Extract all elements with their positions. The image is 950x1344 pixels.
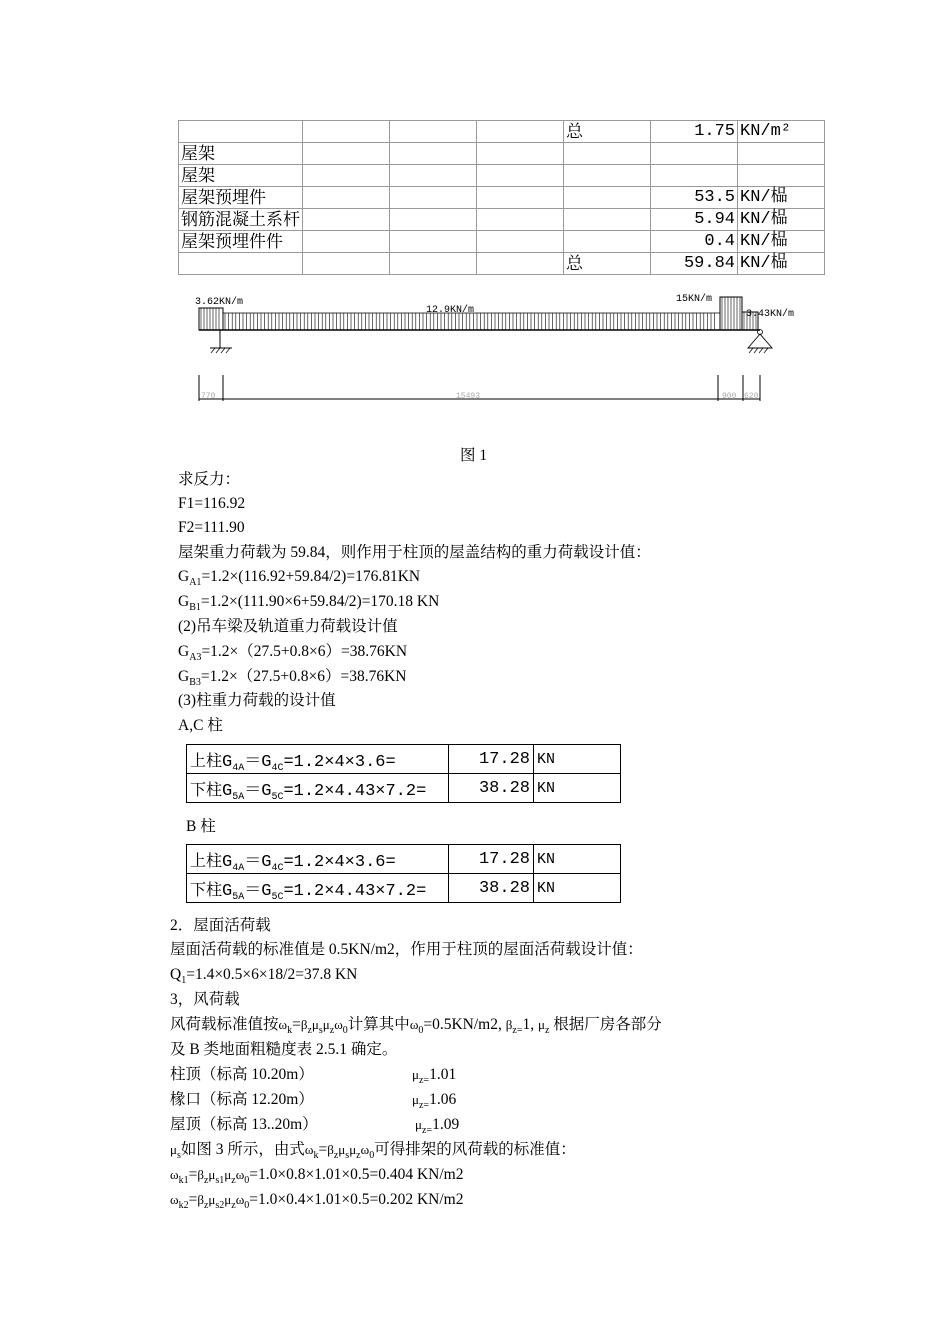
live-load-heading: 2．屋面活荷载 [170, 917, 271, 934]
table-row [179, 165, 825, 187]
right-support [748, 334, 772, 348]
total-label-cell [564, 231, 651, 253]
load-right-end-label: 3.43KN/m [746, 309, 795, 320]
unit-cell: KN [534, 874, 621, 903]
value-cell [651, 165, 738, 187]
reaction-heading: 求反力： [178, 471, 241, 488]
empty-cell [477, 187, 564, 209]
item-name-cell: 钢筋混凝土系杆 [179, 209, 303, 231]
table-row [179, 121, 825, 143]
item-name-cell [179, 121, 303, 143]
value-cell: 0.4 [651, 231, 738, 253]
table-row [187, 874, 621, 903]
live-load-text: 屋面活荷载的标准值是 0.5KN/m2，作用于柱顶的屋面活荷载设计值： [170, 941, 643, 958]
item-name-cell [179, 253, 303, 275]
unit-cell: KN/榀 [738, 187, 825, 209]
height-row-2: 椽口（标高 12.20m） [170, 1091, 314, 1108]
empty-cell [477, 231, 564, 253]
empty-cell [303, 209, 390, 231]
formula-cell: 上柱$G_{4A}=G_{4C}=1.2\times 4\times 3.6=$ [187, 845, 449, 874]
formula-gb1: $G_{B1}=1.2\times(111.90\times 6+59.84/2)=170.18$ KN [178, 593, 440, 613]
table-row [179, 143, 825, 165]
unit-cell: KN [534, 774, 621, 803]
unit-cell: KN/榀 [738, 253, 825, 275]
value-cell: 17.28 [449, 845, 534, 874]
formula-ga3: $G_{A3}=1.2\times(27.5+0.8\times 6)=38.76KN$ [178, 643, 408, 663]
empty-cell [390, 209, 477, 231]
dim-4-label: 620 [744, 392, 759, 401]
value-cell: 38.28 [449, 774, 534, 803]
formula-q1: $Q_1=1.4\times 0.5\times 6\times 18/2=37.8$ KN [170, 966, 358, 986]
figure-caption: 图 1 [460, 447, 488, 464]
ac-column-label: A,C 柱 [178, 717, 223, 734]
value-cell: 1.75 [651, 121, 738, 143]
item-name-cell: 屋架 [179, 143, 303, 165]
table-row [179, 187, 825, 209]
height-row-1: 柱顶（标高 10.20m） [170, 1066, 314, 1083]
height-row-1-mu: $\mu_{z=}1.01$ [412, 1066, 457, 1086]
left-load-block [199, 308, 223, 330]
item-name-cell: 屋架 [179, 165, 303, 187]
reaction-f1: F1=116.92 [178, 495, 246, 512]
roof-load-table [178, 120, 825, 275]
empty-cell [303, 253, 390, 275]
formula-cell: 下柱$G_{5A}=G_{5C}=1.2\times 4.43\times 7.2=$ [187, 874, 449, 903]
empty-cell [477, 209, 564, 231]
reaction-f2: F2=111.90 [178, 519, 245, 536]
empty-cell [390, 253, 477, 275]
table-row [179, 231, 825, 253]
load-mid-label: 12.9KN/m [426, 305, 475, 316]
b-column-table [186, 844, 621, 903]
unit-cell [738, 143, 825, 165]
empty-cell [477, 253, 564, 275]
crane-heading: (2)吊车梁及轨道重力荷载设计值 [178, 618, 398, 635]
height-row-3: 屋顶（标高 13..20m） [170, 1116, 318, 1133]
height-row-3-mu: $\mu_{z=}1.09$ [415, 1116, 460, 1136]
unit-cell: KN/榀 [738, 209, 825, 231]
empty-cell [390, 231, 477, 253]
formula-ga1: $G_{A1}=1.2\times(116.92+59.84/2)=176.81KN$ [178, 568, 421, 588]
empty-cell [477, 165, 564, 187]
load-hatching [201, 297, 756, 330]
empty-cell [303, 231, 390, 253]
load-left-label: 3.62KN/m [195, 297, 244, 308]
formula-wk1: $\omega_{k1}=\beta_z\mu_{s1}\mu_z\omega_0=1.0\times 0.8\times 1.01\times 0.5=0.404$ KN/m2 [170, 1166, 464, 1186]
roof-text: 屋架重力荷载为 59.84，则作用于柱顶的屋盖结构的重力荷载设计值： [178, 544, 651, 561]
unit-cell: KN [534, 745, 621, 774]
total-label-cell [564, 187, 651, 209]
total-label-cell [564, 165, 651, 187]
wind-text-line2: 及 B 类地面粗糙度表 2.5.1 确定。 [170, 1041, 398, 1058]
table-row [187, 845, 621, 874]
table-row [187, 774, 621, 803]
right-support-hatch [749, 348, 768, 353]
table-row [187, 745, 621, 774]
total-label-cell: 总 [564, 253, 651, 275]
empty-cell [303, 187, 390, 209]
value-cell: 59.84 [651, 253, 738, 275]
unit-cell: KN/榀 [738, 231, 825, 253]
value-cell: 17.28 [449, 745, 534, 774]
empty-cell [477, 121, 564, 143]
dim-1-label: 770 [201, 392, 216, 401]
empty-cell [390, 121, 477, 143]
left-support-hatch [211, 348, 230, 353]
table-row [179, 253, 825, 275]
value-cell: 53.5 [651, 187, 738, 209]
beam-load-diagram [190, 290, 805, 405]
value-cell: 5.94 [651, 209, 738, 231]
total-label-cell: 总 [564, 121, 651, 143]
b-column-label: B 柱 [186, 818, 216, 835]
empty-cell [390, 165, 477, 187]
empty-cell [303, 143, 390, 165]
column-heading: (3)柱重力荷载的设计值 [178, 692, 336, 709]
total-label-cell [564, 143, 651, 165]
unit-cell [738, 165, 825, 187]
empty-cell [390, 143, 477, 165]
empty-cell [303, 165, 390, 187]
mus-line: $\mu_s$如图 3 所示，由式$\omega_k=\beta_z\mu_s\mu_z\omega_0$可得排架的风荷载的标准值： [170, 1141, 576, 1161]
wind-heading: 3，风荷载 [170, 991, 240, 1008]
dim-3-label: 900 [722, 392, 737, 401]
value-cell [651, 143, 738, 165]
formula-cell: 上柱$G_{4A}=G_{4C}=1.2\times 4\times 3.6=$ [187, 745, 449, 774]
wind-formula-line: 风荷载标准值按$\omega_k=\beta_z\mu_s\mu_z\omega_0$计算其中$\omega_0=0.5KN/m2$, $\beta_{z=}1$, $\mu_z$ 根据厂房各部分 [170, 1016, 662, 1036]
item-name-cell: 屋架预埋件件 [179, 231, 303, 253]
total-label-cell [564, 209, 651, 231]
height-row-2-mu: $\mu_{z=}1.06$ [412, 1091, 457, 1111]
value-cell: 38.28 [449, 874, 534, 903]
formula-wk2: $\omega_{k2}=\beta_z\mu_{s2}\mu_z\omega_0=1.0\times 0.4\times 1.01\times 0.5=0.202$ KN/m2 [170, 1191, 464, 1211]
empty-cell [477, 143, 564, 165]
formula-gb3: $G_{B3}=1.2\times(27.5+0.8\times 6)=38.76KN$ [178, 668, 407, 688]
dim-2-label: 15493 [456, 392, 481, 401]
unit-cell: KN/m² [738, 121, 825, 143]
formula-cell: 下柱$G_{5A}=G_{5C}=1.2\times 4.43\times 7.2=$ [187, 774, 449, 803]
item-name-cell: 屋架预埋件 [179, 187, 303, 209]
load-right-top-label: 15KN/m [676, 294, 713, 305]
table-row [179, 209, 825, 231]
empty-cell [390, 187, 477, 209]
empty-cell [303, 121, 390, 143]
ac-column-table [186, 744, 621, 803]
unit-cell: KN [534, 845, 621, 874]
